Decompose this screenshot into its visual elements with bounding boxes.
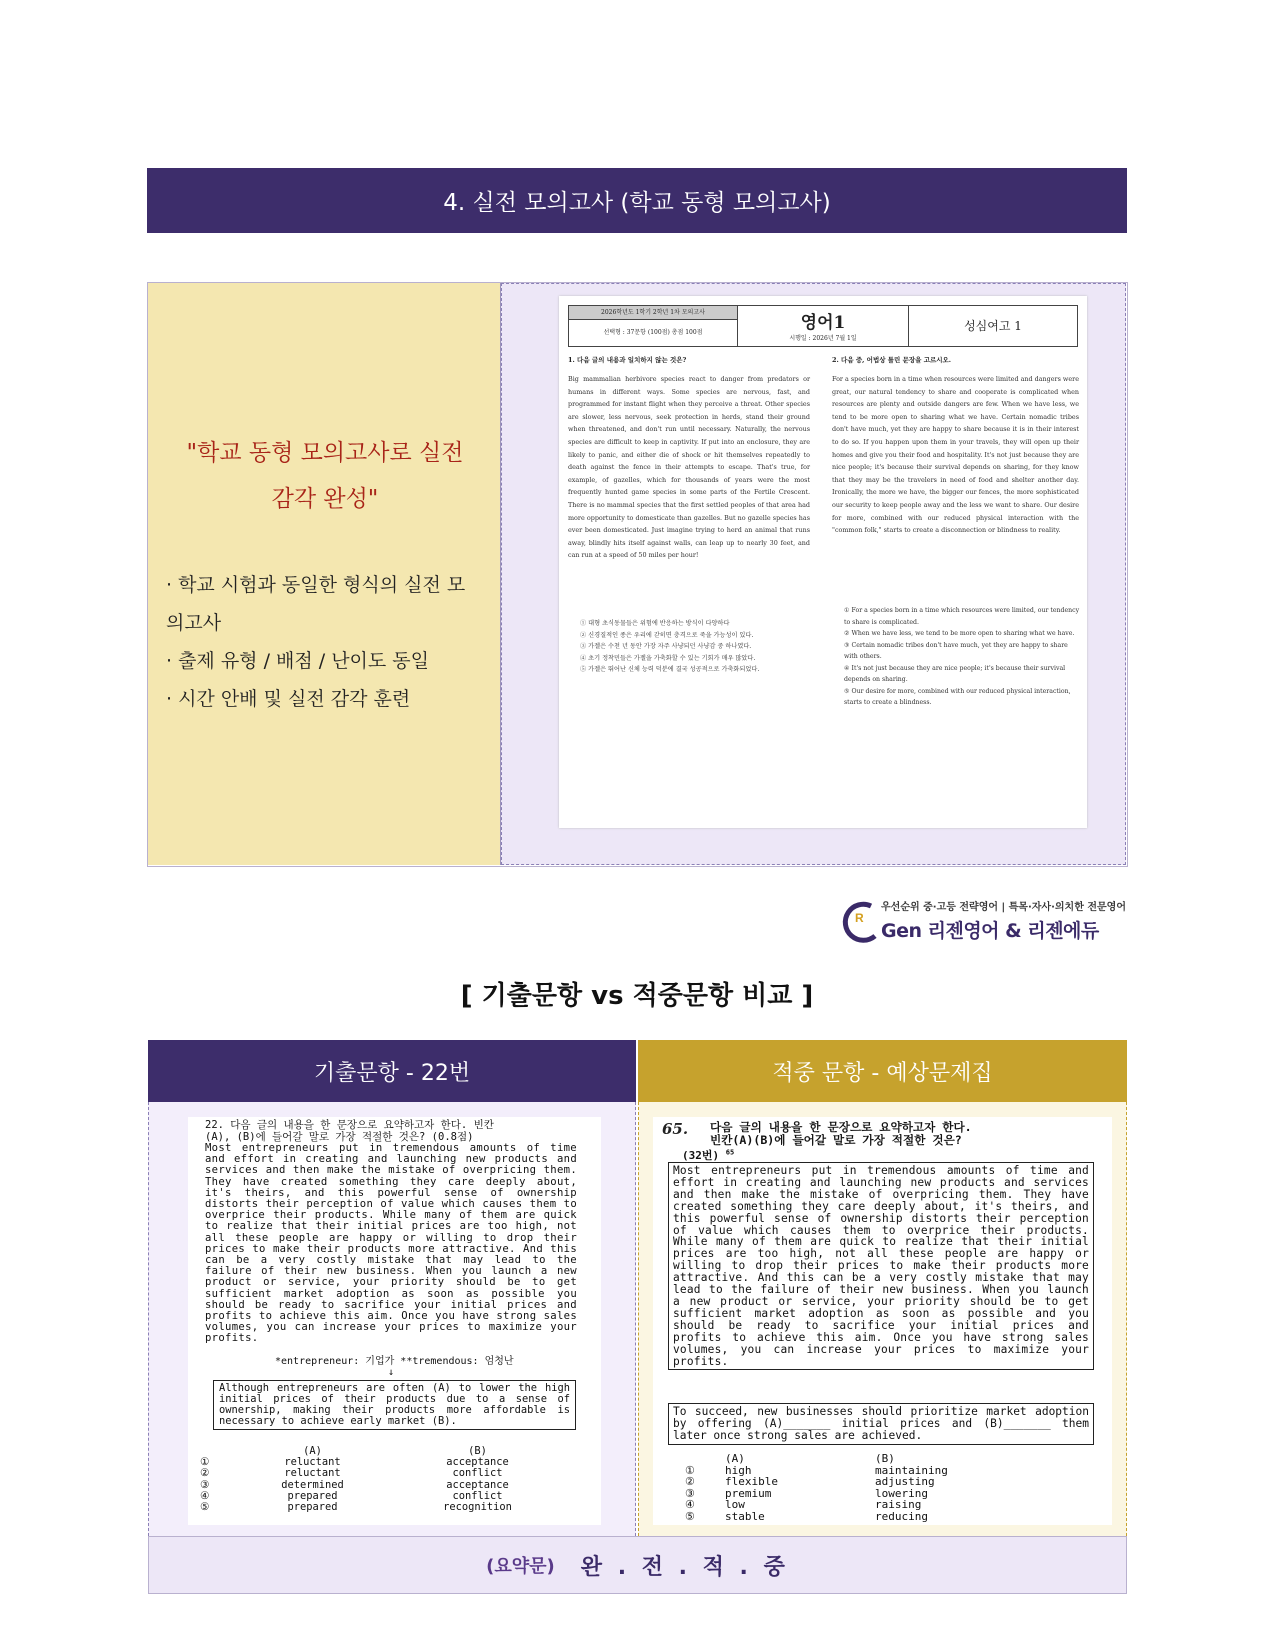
predicted-question-header (638, 1040, 1127, 1102)
choice: ④ 초기 정착민들은 가젤을 가축화할 수 있는 기회가 매우 많았다. (580, 654, 756, 662)
predicted-question-prompt-line1: 다음 글의 내용을 한 문장으로 요약하고자 한다. (710, 1120, 972, 1134)
choices-header (685, 1453, 1075, 1465)
predicted-question-passage: Most entrepreneurs put in tremendous amounts of time and effort in creating and launching new products and services and then make the mistake of overpricing them. They have created something they care deeply about, it's theirs, and this powerful sense of ownership distorts their perception of value which causes them to overprice their products. While many of them are quick to realize that their initial prices are too high, not all these people are happy or willing to drop their prices to make their products more attractive. And this can be a very costly mistake that may lead to the failure of their new business. When you launch a new product or service, your priority should be to get sufficient market adoption as soon as possible and you should be ready to sacrifice your initial prices and profits to achieve this aim. Once you have strong sales volumes, you can increase your prices to maximize your profits. (668, 1162, 1094, 1370)
exam-subject: 영어1 (800, 313, 846, 333)
intro-bullet: · 출제 유형 / 배점 / 난이도 동일 (166, 650, 430, 672)
section-title: 4. 실전 모의고사 (학교 동형 모의고사) (443, 190, 831, 216)
choice: ⑤ Our desire for more, combined with our reduced physical interaction, starts to create a blindness. (844, 687, 1071, 706)
predicted-question-summary-box: To succeed, new businesses should prioritize market adoption by offering (A)_______ initial prices and (B)_______ them later once strong sales are achieved. (668, 1403, 1094, 1445)
choice-row: ⑤ prepared recognition (200, 1501, 512, 1514)
column-a-label: (A) (725, 1452, 745, 1465)
choice-row: ③ premium lowering (685, 1486, 928, 1500)
svg-text:R: R (855, 911, 864, 925)
predicted-question-header-label: 적중 문항 - 예상문제집 (772, 1060, 993, 1086)
down-arrow-icon: ↓ (388, 1367, 395, 1378)
choice-row: ④ low raising (685, 1498, 922, 1511)
predicted-question-number: 65. (662, 1120, 689, 1138)
logo-name: Gen 리젠영어 & 리젠에듀 (881, 920, 1099, 942)
choice: ⑤ 가젤은 뛰어난 신체 능력 덕분에 결국 성공적으로 가축화되었다. (580, 666, 760, 673)
past-question-header (148, 1040, 636, 1102)
exam-date: 시행일 : 2026년 7월 1일 (789, 335, 857, 342)
column-a-label: (A) (303, 1445, 322, 1457)
brand-logo (841, 898, 1131, 948)
result-label: (요약문) (486, 1556, 555, 1577)
intro-bullet: · 시간 안배 및 실전 감각 훈련 (166, 688, 411, 710)
choice-row: ② flexible adjusting (685, 1475, 935, 1488)
choice-row: ③ determined acceptance (200, 1478, 509, 1491)
predicted-question-prompt-line2: 빈칸(A)(B)에 들어갈 말로 가장 적절한 것은? (710, 1133, 962, 1147)
choice: ② When we have less, we tend to be more open to sharing what we have. (844, 630, 1075, 637)
choice: ④ It's not just because they are nice people; it's because their survival depends on sharing. (844, 664, 1066, 683)
past-question-header-label: 기출문항 - 22번 (313, 1060, 471, 1086)
intro-bullet-list (166, 566, 486, 718)
exam-q1-passage: Big mammalian herbivore species react to danger from predators or humans in different ways. Some species are nervous, fast, and programmed for instant flight when they perceive a threat. Other species are slower, less nervous, seek protection in herds, stand their ground when threatened, and don't run until necessary. Naturally, the nervous species are difficult to keep in captivity. If put into an enclosure, they are likely to panic, and either die of shock or hit themselves repeatedly to death against the fence in their attempts to escape. That's true, for example, of gazelles, which for thousands of years were the most frequently hunted game species in some parts of the Fertile Crescent. There is no mammal species that the first settled peoples of that area had more opportunity to domesticate than gazelles. But no gazelle species has ever been domesticated. Just imagine trying to herd an animal that runs away, blindly hits itself against walls, can leap up to nearly 30 feet, and can run at a speed of 50 miles per hour! (568, 375, 810, 560)
choice-row: ⑤ stable reducing (685, 1509, 928, 1523)
intro-bullet: 의고사 (166, 612, 222, 634)
predicted-question-choices (685, 1453, 1075, 1522)
exam-subject-cell (738, 306, 909, 346)
choice-row: ① high maintaining (685, 1463, 948, 1477)
predicted-question-prompt (710, 1121, 1095, 1147)
past-question-prompt-line1: 22. 다음 글의 내용을 한 문장으로 요약하고자 한다. 빈칸 (205, 1119, 494, 1131)
result-band (148, 1536, 1127, 1594)
choice: ③ Certain nomadic tribes don't have much, yet they are happy to share with others. (844, 641, 1068, 660)
past-question-choices (200, 1446, 590, 1513)
choice-row: ② reluctant conflict (200, 1467, 503, 1480)
intro-quote-line1: "학교 동형 모의고사로 실전 (186, 440, 464, 466)
intro-quote (160, 430, 490, 522)
choice: ① For a species born in a time which resources were limited, our tendency to share is complicated. (844, 607, 1080, 626)
past-question-summary-box: Although entrepreneurs are often (A) to lower the high initial prices of their products due to a sense of ownership, making their products more affordable is necessary to achieve early market (B). (213, 1380, 576, 1430)
choice: ② 신경질적인 종은 우리에 갇히면 충격으로 죽을 가능성이 있다. (580, 631, 754, 639)
choice: ③ 가젤은 수천 년 동안 가장 자주 사냥되던 사냥감 중 하나였다. (580, 643, 752, 650)
predicted-question-source: (32번) $^{65}$ (682, 1148, 735, 1162)
intro-quote-line2: 감각 완성" (271, 486, 379, 512)
column-b-label: (B) (468, 1445, 487, 1457)
compare-title: [ 기출문항 vs 적중문항 비교 ] (460, 981, 814, 1011)
past-question-prompt (205, 1120, 585, 1143)
choice-row: ④ prepared conflict (200, 1489, 503, 1502)
exam-q2-passage: For a species born in a time when resources were limited and dangers were great, our natural tendency to share and cooperate is complicated when resources are plenty and outside dangers are few. When we have less, we tend to be more open to sharing what we have. Certain nomadic tribes don't have much, yet they are happy to share because it is in their interest to do so. If you happen upon them in your travels, they will open up their homes and give you their food and hospitality. It's not just because they are nice people; it's because their survival depends on sharing, for they know that they may be the travelers in need of food and shelter another day. Ironically, the more we have, the bigger our fences, the more sophisticated our security to keep people away and the less we want to share. Our desire for more, combined with our reduced physical interaction with the "common folk," starts to create a disconnection or blindness to reality. (832, 375, 1079, 535)
choice: ① 대형 초식동물들은 위험에 반응하는 방식이 다양하다 (580, 620, 730, 627)
exam-q1-choices (580, 618, 812, 676)
intro-bullet: · 학교 시험과 동일한 형식의 실전 모 (166, 574, 466, 596)
result-text: 완 . 전 . 적 . 중 (580, 1554, 789, 1580)
choices-header (200, 1446, 590, 1457)
logo-mark-icon (841, 898, 881, 948)
exam-header-info (569, 306, 738, 346)
logo-tagline: 우선순위 중·고등 전략영어 | 특목·자사·의치한 전문영어 (881, 902, 1126, 913)
exam-header-table (568, 305, 1078, 347)
exam-q2-choices (844, 605, 1080, 709)
exam-header-top: 2026학년도 1학기 2학년 1차 모의고사 (569, 306, 737, 320)
exam-header-meta: 선택형 : 37문항 (100점) 총점 100점 (603, 329, 703, 336)
column-b-label: (B) (875, 1452, 895, 1465)
past-question-footnote: *entrepreneur: 기업가 **tremendous: 엄청난 (275, 1356, 514, 1367)
past-question-passage: Most entrepreneurs put in tremendous amounts of time and effort in creating and launching new products and services and then make the mistake of overpricing them. They have created something they care deeply about, it's theirs, and this powerful sense of ownership distorts their perception of value which causes them to overprice their products. While many of them are quick to realize that their initial prices are too high, not all these people are happy or willing to drop their prices to make their products more attractive. And this can be a very costly mistake that may lead to the failure of their new business. When you launch a new product or service, your priority should be to get sufficient market adoption as soon as possible you should be ready to sacrifice your initial prices and profits to achieve this aim. Once you have strong sales volumes, you can increase your prices to maximize your profits. (205, 1142, 577, 1345)
exam-q2-title: 2. 다음 중, 어법상 틀린 문장을 고르시오. (832, 356, 952, 364)
exam-school: 성심여고 1 (964, 319, 1022, 333)
past-question-prompt-line2: (A), (B)에 들어갈 말로 가장 적절한 것은? (0.8점) (205, 1130, 474, 1143)
choice-row: ① reluctant acceptance (200, 1456, 509, 1469)
exam-q1-title: 1. 다음 글의 내용과 일치하지 않는 것은? (568, 356, 687, 364)
section-header (147, 168, 1127, 233)
